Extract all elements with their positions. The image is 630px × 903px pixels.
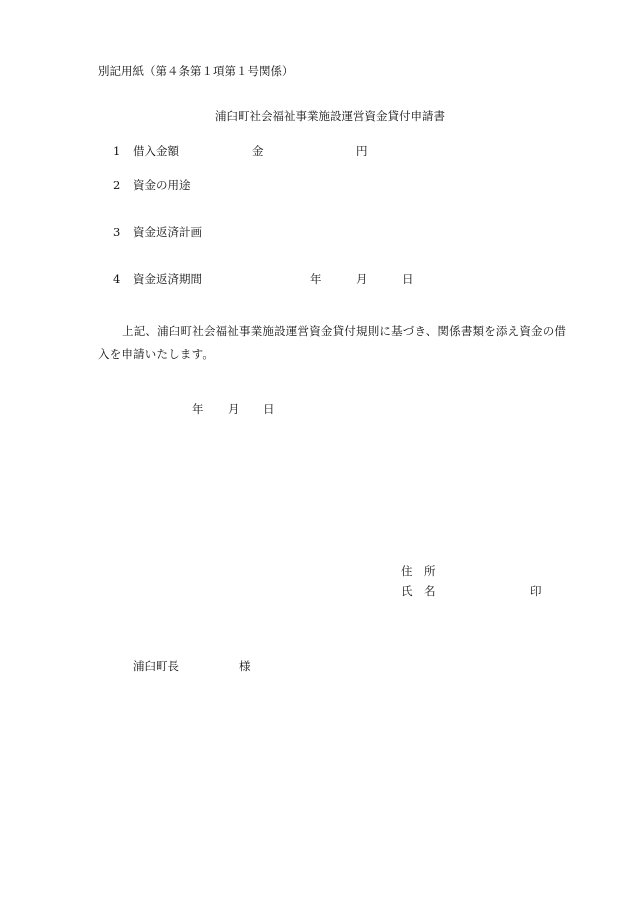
name-label: 氏 名 <box>401 584 436 598</box>
item-4-month: 月 <box>356 272 368 286</box>
addressee-honorific: 様 <box>239 659 251 673</box>
item-2-number: 2 <box>113 178 121 192</box>
date-month: 月 <box>228 402 240 416</box>
item-4-number: 4 <box>113 272 121 286</box>
item-4-day: 日 <box>402 272 414 286</box>
item-4-year: 年 <box>310 272 322 286</box>
item-4-label: 資金返済期間 <box>133 272 202 286</box>
item-1-field-kin: 金 <box>252 144 264 158</box>
document-title: 浦臼町社会福祉事業施設運営資金貸付申請書 <box>215 109 445 123</box>
item-3-label: 資金返済計画 <box>133 225 202 239</box>
header-note: 別記用紙（第４条第１項第１号関係） <box>98 64 294 78</box>
date-day: 日 <box>263 402 275 416</box>
item-3-number: 3 <box>113 225 121 239</box>
application-statement: 上記、浦臼町社会福祉事業施設運営資金貸付規則に基づき、関係書類を添え資金の借入を申請いたします。 <box>98 324 567 361</box>
item-2-label: 資金の用途 <box>133 178 191 192</box>
address-label: 住 所 <box>401 564 436 578</box>
item-1-label: 借入金額 <box>133 144 179 158</box>
item-1-field-yen: 円 <box>356 144 368 158</box>
seal-mark: 印 <box>530 584 542 598</box>
item-1-number: 1 <box>113 144 121 158</box>
date-year: 年 <box>192 402 204 416</box>
addressee-title: 浦臼町長 <box>133 659 179 673</box>
